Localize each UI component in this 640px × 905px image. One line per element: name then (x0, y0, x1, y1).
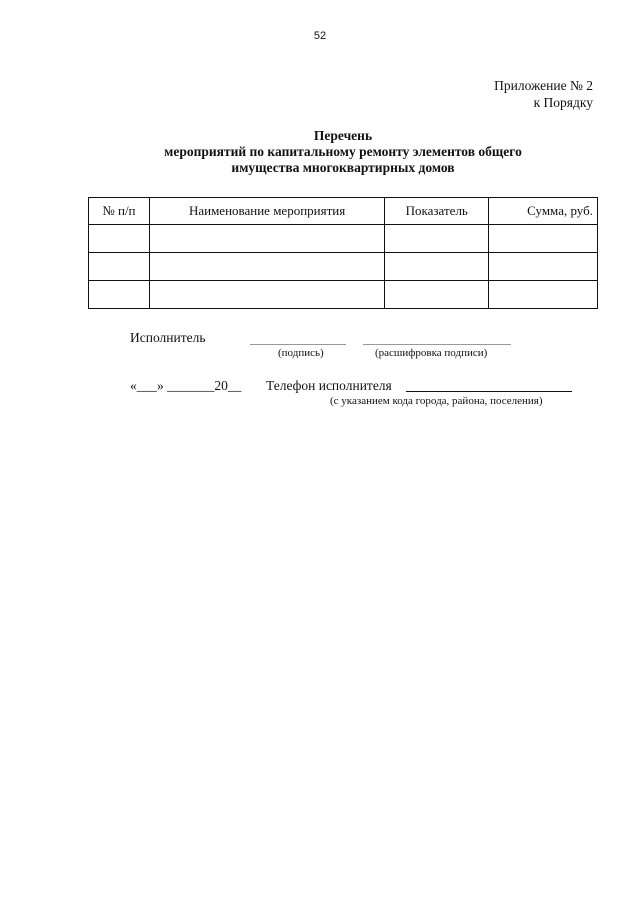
header-number: № п/п (89, 198, 150, 225)
measures-table (88, 197, 598, 309)
title-line-2: мероприятий по капитальному ремонту элементов общего (164, 144, 522, 159)
table-row (89, 225, 598, 253)
table-cell (385, 253, 489, 281)
table-row (89, 281, 598, 309)
table-cell (149, 253, 384, 281)
appendix-line-2: к Порядку (533, 95, 593, 110)
table-cell (489, 281, 598, 309)
header-sum: Сумма, руб. (489, 198, 598, 225)
table-cell (489, 225, 598, 253)
phone-caption: (с указанием кода города, района, поселения) (330, 395, 543, 407)
table-cell (489, 253, 598, 281)
table-cell (89, 253, 150, 281)
appendix-reference (494, 77, 593, 111)
header-indicator: Показатель (385, 198, 489, 225)
executor-label: Исполнитель (130, 330, 206, 345)
signature-decode-line (363, 344, 511, 345)
table-header-row (89, 198, 598, 225)
signature-line (250, 344, 346, 345)
phone-label: Телефон исполнителя (266, 378, 392, 393)
signature-decode-caption: (расшифровка подписи) (375, 347, 488, 359)
title-line-1: Перечень (313, 128, 373, 143)
table-cell (385, 225, 489, 253)
header-measure-name: Наименование мероприятия (149, 198, 384, 225)
document-title (0, 128, 640, 176)
phone-line (406, 391, 572, 392)
signature-caption: (подпись) (278, 347, 324, 359)
table-cell (385, 281, 489, 309)
table-cell (89, 225, 150, 253)
appendix-line-1: Приложение № 2 (494, 78, 593, 93)
table-cell (149, 281, 384, 309)
page-number: 52 (313, 30, 327, 42)
date-field: «___» _______20__ (130, 378, 242, 393)
title-line-3: имущества многоквартирных домов (231, 160, 455, 175)
table-cell (89, 281, 150, 309)
table-cell (149, 225, 384, 253)
table-row (89, 253, 598, 281)
